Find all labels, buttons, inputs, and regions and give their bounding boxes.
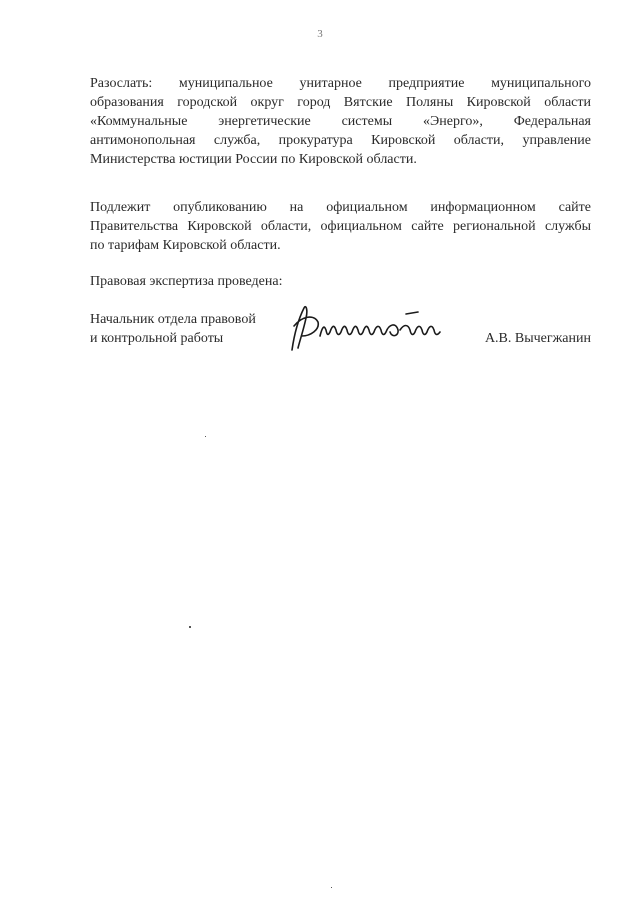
distribution-line: образования городской округ город Вятские Поляны Кировской области	[90, 95, 591, 110]
distribution-line: Министерства юстиции России по Кировской области.	[90, 152, 417, 167]
distribution-line: Разослать: муниципальное унитарное предприятие муниципального	[90, 76, 591, 91]
scan-speck	[189, 626, 191, 628]
signer-position	[90, 310, 256, 348]
scan-speck	[205, 436, 206, 437]
distribution-line: «Коммунальные энергетические системы «Энерго», Федеральная	[90, 114, 591, 129]
signer-position-line: и контрольной работы	[90, 331, 224, 346]
signature-block	[90, 310, 591, 350]
publication-line: Правительства Кировской области, официальном сайте региональной службы	[90, 219, 591, 234]
publication-line: по тарифам Кировской области.	[90, 238, 281, 253]
legal-review-note: Правовая экспертиза проведена:	[90, 274, 283, 289]
distribution-line: антимонопольная служба, прокуратура Кировской области, управление	[90, 133, 591, 148]
distribution-paragraph	[90, 74, 591, 169]
publication-line: Подлежит опубликованию на официальном информационном сайте	[90, 200, 591, 215]
publication-paragraph	[90, 198, 591, 255]
page-number: 3	[317, 28, 323, 40]
scan-speck	[331, 887, 332, 888]
handwritten-signature	[284, 302, 454, 356]
signer-name: А.В. Вычегжанин	[484, 331, 591, 346]
signer-position-line: Начальник отдела правовой	[90, 312, 256, 327]
